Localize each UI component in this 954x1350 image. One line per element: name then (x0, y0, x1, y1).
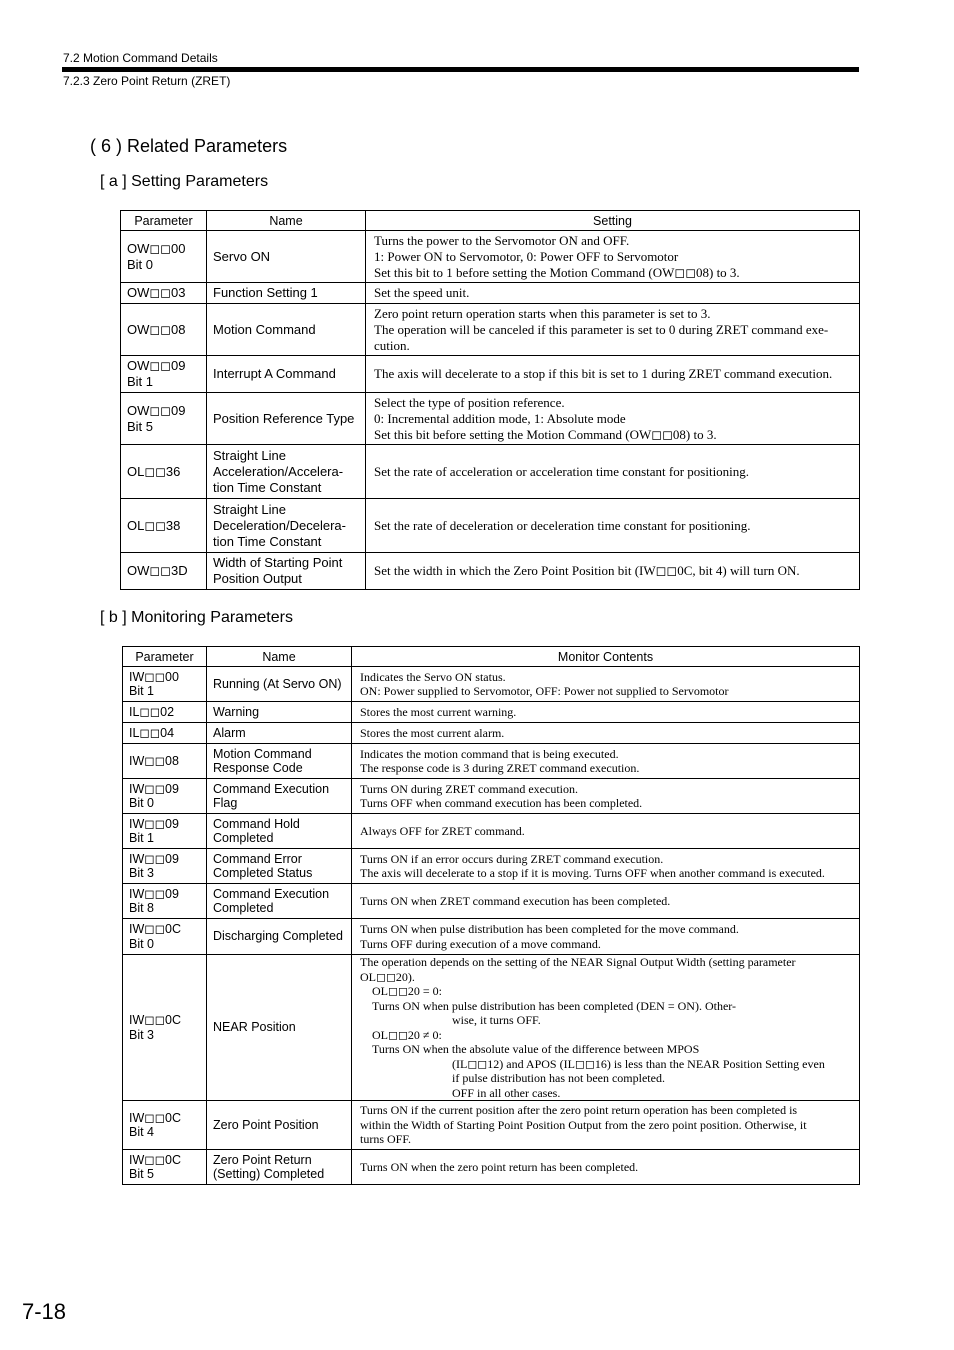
header-rule (62, 67, 859, 72)
parameter-name: Response Code (213, 761, 303, 775)
monitor-text: turns OFF. (360, 1132, 412, 1147)
near-case-continuation: wise, it turns OFF. (452, 1013, 541, 1027)
parameter-code: Bit 1 (129, 831, 155, 845)
name-cell (207, 1150, 352, 1185)
parameter-code: Bit 1 (129, 684, 155, 698)
name-cell (207, 884, 352, 919)
parameter-cell (121, 499, 207, 553)
parameter-code: IW◻◻0C (129, 1152, 182, 1167)
parameter-name: Command Error (213, 851, 302, 866)
table-row (123, 1150, 860, 1185)
parameter-name: Command Hold (213, 816, 300, 831)
monitor-text: The axis will decelerate to a stop if it is moving. Turns OFF when another command is executed. (360, 866, 825, 880)
monitor-text: Indicates the Servo ON status. (360, 669, 506, 684)
monitor-contents-cell (352, 955, 860, 1101)
parameter-code: OL◻◻38 (127, 517, 181, 533)
parameter-code: Bit 1 (127, 374, 154, 389)
parameter-name: Discharging Completed (213, 929, 343, 944)
near-case-continuation: if pulse distribution has not been completed. (452, 1071, 665, 1085)
parameter-name: Position Output (213, 571, 302, 586)
parameter-code: OW◻◻08 (127, 321, 186, 337)
table-row (121, 499, 860, 553)
monitor-contents-cell (352, 814, 860, 849)
name-cell (207, 744, 352, 779)
name-cell (207, 849, 352, 884)
parameter-cell (123, 744, 207, 779)
monitor-text: The operation depends on the setting of the NEAR Signal Output Width (setting parameter (360, 955, 796, 969)
column-header-monitor-contents: Monitor Contents (352, 647, 860, 667)
monitor-contents-cell (352, 1101, 860, 1150)
parameter-name: Completed (213, 901, 274, 915)
parameter-name: Interrupt A Command (213, 366, 336, 381)
table-header-row (121, 211, 860, 231)
parameter-code: Bit 0 (127, 256, 154, 272)
name-cell (207, 1101, 352, 1150)
column-header-name: Name (207, 211, 366, 231)
setting-cell (366, 393, 860, 445)
setting-text: Set the width in which the Zero Point Position bit (IW◻◻0C, bit 4) will turn ON. (374, 563, 800, 578)
parameter-name: Zero Point Return (213, 1152, 312, 1167)
monitor-text: Stores the most current warning. (360, 704, 517, 719)
parameter-cell (123, 779, 207, 814)
table-row (121, 283, 860, 304)
table-row (123, 814, 860, 849)
parameter-cell (121, 553, 207, 590)
setting-cell (366, 445, 860, 499)
table-header-row (123, 647, 860, 667)
parameter-name: Acceleration/Accelera- (213, 463, 344, 479)
parameter-code: Bit 3 (129, 866, 155, 880)
table-row (121, 445, 860, 499)
near-case-nonzero (360, 1028, 855, 1057)
table-row (123, 702, 860, 723)
setting-text: 1: Power ON to Servomotor, 0: Power OFF to Servomotor (374, 248, 679, 264)
name-cell (207, 499, 366, 553)
near-case-text: Turns ON when pulse distribution has been completed (DEN = ON). Other- (372, 998, 737, 1013)
column-header-setting: Setting (366, 211, 860, 231)
monitor-text: Turns ON when pulse distribution has been completed for the move command. (360, 922, 739, 936)
heading-related-parameters: ( 6 ) Related Parameters (90, 136, 288, 156)
parameter-cell (123, 667, 207, 702)
near-case-label: OL◻◻20 ≠ 0: (372, 1027, 442, 1042)
parameter-name: Motion Command (213, 746, 312, 761)
setting-text: The operation will be canceled if this parameter is set to 0 during ZRET command exe- (374, 321, 829, 337)
name-cell (207, 231, 366, 283)
page-number: 7-18 (22, 1299, 67, 1324)
setting-text: The axis will decelerate to a stop if this bit is set to 1 during ZRET command execution. (374, 366, 833, 381)
monitor-text: Turns ON when ZRET command execution has been completed. (360, 893, 671, 908)
monitor-text: Turns OFF during execution of a move command. (360, 936, 601, 951)
near-case-zero (360, 984, 855, 1013)
name-cell (207, 667, 352, 702)
setting-cell (366, 356, 860, 393)
heading-setting-parameters: [ a ] Setting Parameters (100, 173, 269, 190)
parameter-code: OW◻◻3D (127, 563, 188, 578)
monitoring-parameters-table (122, 646, 860, 1185)
setting-text: Set this bit before setting the Motion Command (OW◻◻08) to 3. (374, 426, 717, 442)
name-cell (207, 919, 352, 955)
monitor-text: Turns ON if the current position after the zero point return operation has been completed is (360, 1103, 798, 1118)
parameter-cell (123, 849, 207, 884)
parameter-code: Bit 0 (129, 796, 155, 810)
monitor-contents-cell (352, 779, 860, 814)
near-case-continuation: OFF in all other cases. (452, 1085, 561, 1100)
parameter-code: OW◻◻03 (127, 285, 186, 300)
parameter-name: Zero Point Position (213, 1117, 319, 1132)
parameter-code: Bit 8 (129, 901, 155, 915)
parameter-name: Completed (213, 831, 274, 845)
column-header-parameter: Parameter (123, 647, 207, 667)
column-header-parameter: Parameter (121, 211, 207, 231)
name-cell (207, 393, 366, 445)
setting-text: Turns the power to the Servomotor ON and OFF. (374, 232, 630, 248)
parameter-code: IW◻◻09 (129, 851, 179, 866)
parameter-name: Motion Command (213, 321, 316, 337)
parameter-name: Position Reference Type (213, 410, 355, 426)
parameter-name: Flag (213, 796, 238, 810)
monitor-text: OL◻◻20). (360, 969, 415, 984)
parameter-name: tion Time Constant (213, 533, 322, 549)
parameter-name: Width of Starting Point (213, 555, 343, 570)
parameter-cell (121, 283, 207, 304)
running-header-section: 7.2 Motion Command Details (63, 51, 218, 65)
parameter-cell (121, 445, 207, 499)
parameter-cell (121, 393, 207, 445)
setting-text: Set the rate of acceleration or acceleration time constant for positioning. (374, 463, 750, 479)
monitor-text: Always OFF for ZRET command. (360, 823, 525, 838)
near-case-text: Turns ON when the absolute value of the difference between MPOS (372, 1042, 700, 1056)
table-row (123, 744, 860, 779)
monitor-text: within the Width of Starting Point Position Output from the zero point position. Otherwise, it (360, 1117, 807, 1132)
parameter-cell (123, 702, 207, 723)
parameter-name: Completed Status (213, 866, 313, 880)
heading-monitoring-parameters: [ b ] Monitoring Parameters (100, 609, 293, 626)
parameter-code: OL◻◻36 (127, 463, 181, 479)
monitor-text: Stores the most current alarm. (360, 725, 505, 740)
parameter-name: Function Setting 1 (213, 285, 318, 300)
monitor-text: Turns ON when the zero point return has been completed. (360, 1159, 639, 1174)
setting-text: Set this bit to 1 before setting the Motion Command (OW◻◻08) to 3. (374, 264, 740, 280)
near-case-continuation: (IL◻◻12) and APOS (IL◻◻16) is less than the NEAR Position Setting even (452, 1056, 825, 1071)
parameter-name: Servo ON (213, 248, 271, 264)
monitor-contents-cell (352, 723, 860, 744)
monitor-contents-cell (352, 849, 860, 884)
name-cell (207, 723, 352, 744)
table-row (123, 667, 860, 702)
monitor-contents-cell (352, 919, 860, 955)
parameter-cell (123, 1150, 207, 1185)
parameter-code: IW◻◻09 (129, 816, 179, 831)
setting-text: Zero point return operation starts when this parameter is set to 3. (374, 305, 711, 321)
monitor-text: Turns OFF when command execution has been completed. (360, 796, 643, 810)
table-row (121, 231, 860, 283)
monitor-contents-cell (352, 884, 860, 919)
parameter-cell (123, 723, 207, 744)
name-cell (207, 283, 366, 304)
parameter-cell (123, 884, 207, 919)
setting-text: 0: Incremental addition mode, 1: Absolute mode (374, 410, 626, 426)
parameter-code: IL◻◻04 (129, 725, 175, 740)
parameter-name: Command Execution (213, 886, 330, 901)
name-cell (207, 702, 352, 723)
monitor-contents-cell (352, 702, 860, 723)
name-cell (207, 955, 352, 1101)
parameter-code: OW◻◻09 (127, 402, 186, 418)
parameter-code: Bit 4 (129, 1125, 155, 1139)
parameter-code: Bit 3 (129, 1027, 155, 1042)
parameter-name: Alarm (213, 725, 246, 740)
parameter-cell (121, 231, 207, 283)
parameter-cell (121, 356, 207, 393)
parameter-code: IW◻◻0C (129, 1013, 182, 1027)
parameter-name: Command Execution (213, 781, 330, 796)
table-row (123, 955, 860, 1101)
parameter-code: IW◻◻08 (129, 753, 179, 768)
parameter-code: OW◻◻00 (127, 240, 186, 256)
parameter-cell (123, 955, 207, 1101)
monitor-text: Turns ON if an error occurs during ZRET command execution. (360, 851, 664, 866)
monitor-text: The response code is 3 during ZRET command execution. (360, 761, 640, 775)
parameter-code: IW◻◻00 (129, 669, 179, 684)
name-cell (207, 553, 366, 590)
table-row (123, 849, 860, 884)
monitor-text: Turns ON during ZRET command execution. (360, 781, 578, 796)
monitor-text: ON: Power supplied to Servomotor, OFF: Power not supplied to Servomotor (360, 684, 729, 698)
parameter-code: Bit 5 (127, 418, 154, 434)
parameter-cell (123, 814, 207, 849)
setting-text: Set the rate of deceleration or deceleration time constant for positioning. (374, 517, 751, 533)
table-row (121, 553, 860, 590)
parameter-name: (Setting) Completed (213, 1167, 325, 1181)
parameter-cell (123, 1101, 207, 1150)
setting-text: Select the type of position reference. (374, 394, 565, 410)
monitor-contents-cell (352, 667, 860, 702)
parameter-code: IW◻◻09 (129, 886, 179, 901)
column-header-name: Name (207, 647, 352, 667)
parameter-code: Bit 5 (129, 1167, 155, 1181)
monitor-contents-cell (352, 1150, 860, 1185)
parameter-name: Warning (213, 704, 260, 719)
parameter-code: IW◻◻0C (129, 922, 182, 936)
table-row (121, 356, 860, 393)
table-row (123, 723, 860, 744)
setting-cell (366, 231, 860, 283)
parameter-name: Straight Line (213, 447, 286, 463)
table-row (123, 779, 860, 814)
name-cell (207, 814, 352, 849)
table-row (121, 393, 860, 445)
setting-cell (366, 499, 860, 553)
setting-cell (366, 553, 860, 590)
monitor-text: Indicates the motion command that is being executed. (360, 746, 619, 761)
setting-parameters-table (120, 210, 860, 590)
setting-text: cution. (374, 337, 410, 353)
table-row (121, 304, 860, 356)
parameter-cell (121, 304, 207, 356)
monitor-contents-cell (352, 744, 860, 779)
name-cell (207, 356, 366, 393)
setting-cell (366, 283, 860, 304)
parameter-cell (123, 919, 207, 955)
name-cell (207, 445, 366, 499)
running-header-subsection: 7.2.3 Zero Point Return (ZRET) (63, 74, 231, 88)
setting-cell (366, 304, 860, 356)
parameter-name: tion Time Constant (213, 479, 322, 495)
table-row (123, 919, 860, 955)
parameter-name: Running (At Servo ON) (213, 676, 342, 691)
parameter-name: Straight Line (213, 501, 286, 517)
table-row (123, 884, 860, 919)
parameter-code: IL◻◻02 (129, 704, 175, 719)
parameter-code: IW◻◻09 (129, 781, 179, 796)
setting-text: Set the speed unit. (374, 285, 470, 300)
parameter-name: NEAR Position (213, 1020, 296, 1035)
parameter-name: Deceleration/Decelera- (213, 517, 346, 533)
near-case-label: OL◻◻20 = 0: (372, 984, 443, 998)
parameter-code: IW◻◻0C (129, 1110, 182, 1125)
table-row (123, 1101, 860, 1150)
name-cell (207, 779, 352, 814)
name-cell (207, 304, 366, 356)
parameter-code: Bit 0 (129, 936, 155, 951)
parameter-code: OW◻◻09 (127, 358, 186, 373)
